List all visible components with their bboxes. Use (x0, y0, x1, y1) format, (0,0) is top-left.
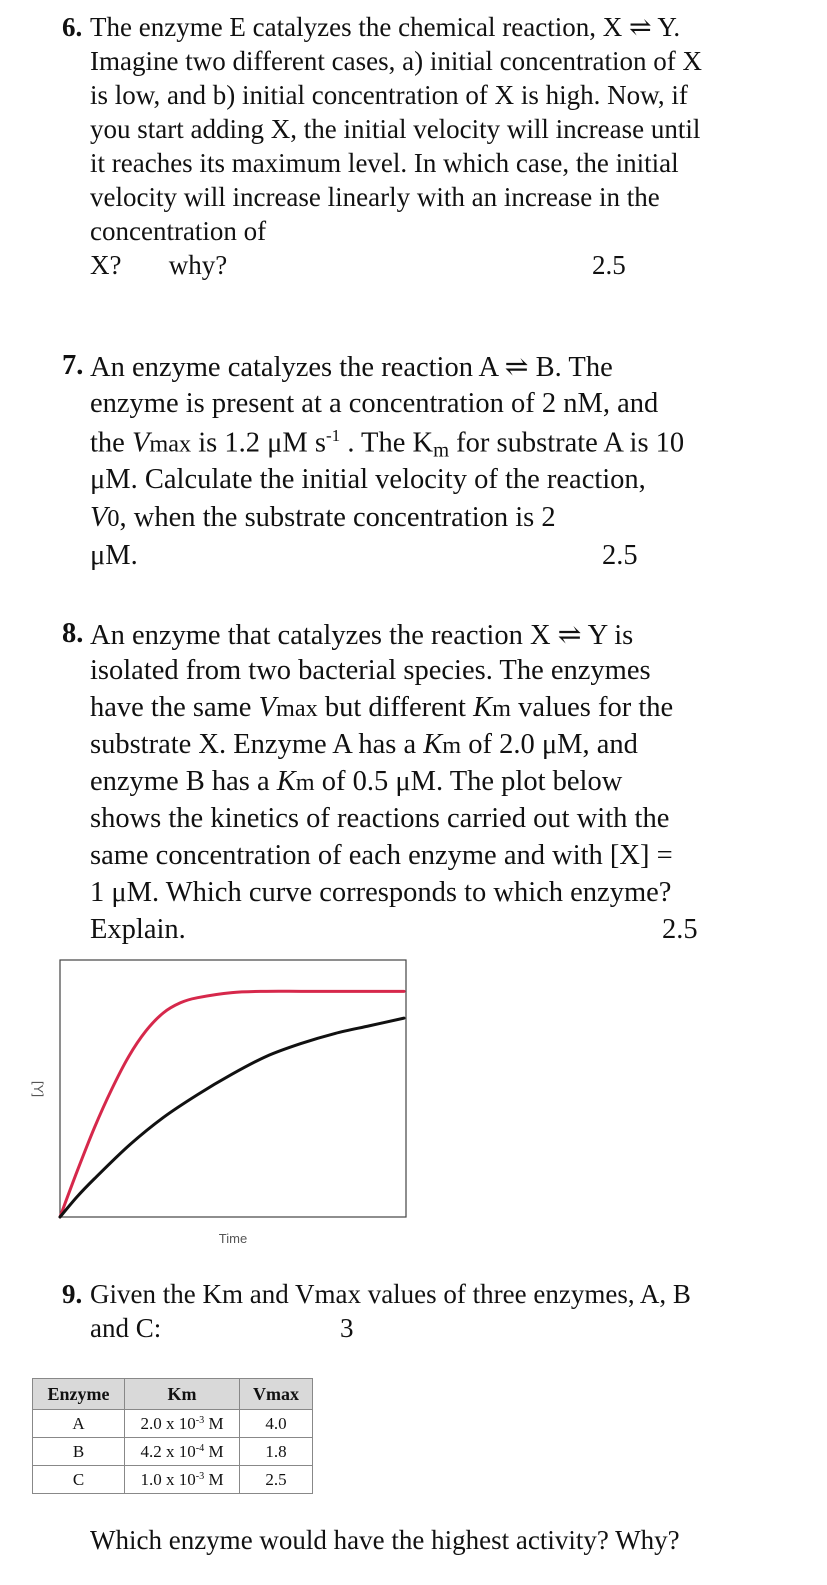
series-line-black (60, 1018, 404, 1217)
question-9-number: 9. (62, 1279, 83, 1309)
q9-line-2: and C: (90, 1313, 162, 1343)
cell-enzyme: C (33, 1466, 125, 1494)
kinetics-chart (20, 955, 420, 1255)
q6-line-7: concentration of (90, 216, 267, 246)
cell-km: 2.0 x $10^{-3}$ M (125, 1410, 240, 1438)
q7-line-6: μM. (90, 540, 138, 571)
enzyme-table (32, 1378, 313, 1494)
table-header-row (33, 1379, 313, 1410)
cell-vmax: 1.8 (240, 1438, 313, 1466)
cell-enzyme: A (33, 1410, 125, 1438)
q8-line-6: shows the kinetics of reactions carried out with the (90, 803, 670, 834)
question-7-number: 7. (62, 350, 84, 381)
question-6-number: 6. (62, 12, 83, 42)
q6-line-4: you start adding X, the initial velocity will increase until (90, 114, 701, 144)
q8-line-8: 1 μM. Which curve corresponds to which enzyme? (90, 877, 672, 908)
q8-line-9: Explain. (90, 914, 186, 945)
q8-line-1: An enzyme that catalyzes the reaction X ⇌ Y is (90, 620, 634, 651)
q7-line-3: the Vmax is 1.2 μM $s^{-1}$ . The $K_m$ for substrate A is 10 (90, 426, 685, 462)
q8-line-7: same concentration of each enzyme and with [X] = (90, 840, 673, 871)
question-8-number: 8. (62, 618, 84, 649)
q6-points: 2.5 (592, 250, 626, 280)
q6-line-2: Imagine two different cases, a) initial concentration of X (90, 46, 703, 76)
q7-line-2: enzyme is present at a concentration of 2 nM, and (90, 388, 659, 419)
cell-km: 4.2 x $10^{-4}$ M (125, 1438, 240, 1466)
q7-line-4: μM. Calculate the initial velocity of the reaction, (90, 464, 646, 495)
series-line-red (60, 991, 404, 1217)
q9-points: 3 (340, 1313, 354, 1343)
header-enzyme: Enzyme (33, 1379, 125, 1410)
header-vmax: Vmax (240, 1379, 313, 1410)
table-row (33, 1438, 313, 1466)
cell-vmax: 4.0 (240, 1410, 313, 1438)
q8-line-2: isolated from two bacterial species. The enzymes (90, 655, 651, 686)
q8-line-3: have the same Vmax but different Km values for the (90, 692, 674, 723)
q8-points: 2.5 (662, 914, 698, 945)
cell-km: 1.0 x $10^{-3}$ M (125, 1466, 240, 1494)
q7-line-1: An enzyme catalyzes the reaction A ⇌ B. The (90, 352, 613, 383)
y-axis-label: [Y] (31, 1081, 46, 1097)
cell-enzyme: B (33, 1438, 125, 1466)
table-row (33, 1466, 313, 1494)
q6-line-3: is low, and b) initial concentration of X is high. Now, if (90, 80, 688, 110)
q8-line-4: substrate X. Enzyme A has a Km of 2.0 μM, and (90, 729, 638, 760)
q9-line-1: Given the Km and Vmax values of three enzymes, A, B (90, 1279, 691, 1309)
q7-points: 2.5 (602, 540, 638, 571)
q9-question: Which enzyme would have the highest activity? Why? (90, 1525, 680, 1555)
series-layer (60, 991, 404, 1217)
cell-vmax: 2.5 (240, 1466, 313, 1494)
table-row (33, 1410, 313, 1438)
q6-line-5: it reaches its maximum level. In which case, the initial (90, 148, 679, 178)
q6-line-6: velocity will increase linearly with an increase in the (90, 182, 660, 212)
q7-line-5: V0, when the substrate concentration is 2 (90, 502, 556, 533)
q6-line-8: X? why? (90, 250, 228, 280)
q6-line-1: The enzyme E catalyzes the chemical reaction, X ⇌ Y. (90, 12, 681, 42)
x-axis-label: Time (218, 1231, 248, 1246)
q8-line-5: enzyme B has a Km of 0.5 μM. The plot below (90, 766, 623, 797)
header-km: Km (125, 1379, 240, 1410)
